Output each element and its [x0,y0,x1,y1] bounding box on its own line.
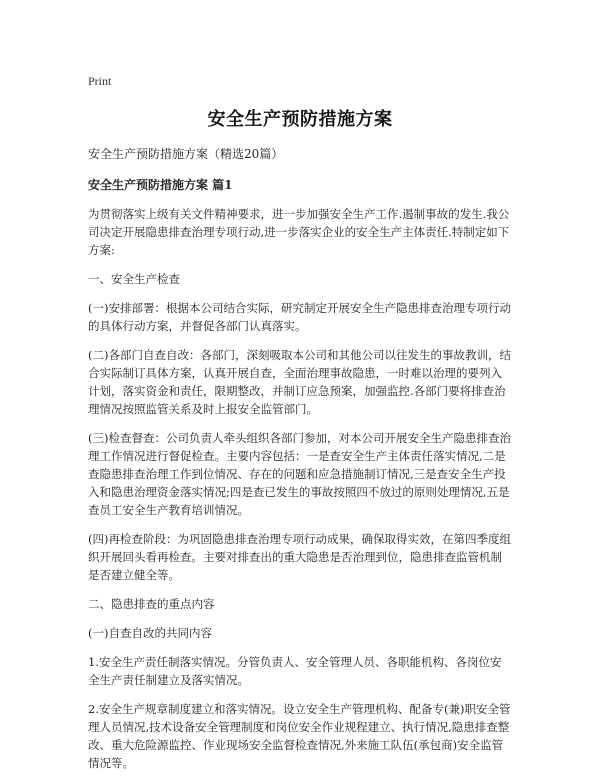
paragraph-item-2: 2.安全生产规章制度建立和落实情况。设立安全生产管理机构、配备专(兼)职安全管理人员情况,技术设备安全管理制度和岗位安全作业规程建立、执行情况,隐患排查整改、重大危险源监控、作业现场安全监督检查情况,外来施工队伍(承包商)安全监管情况等。 [88,702,511,770]
heading-key-contents: 二、隐患排查的重点内容 [88,597,215,611]
print-link[interactable]: Print [88,74,112,88]
intro-paragraph: 为贯彻落实上级有关文件精神要求，进一步加强安全生产工作.遏制事故的发生.我公司决定开展隐患排查治理专项行动,进一步落实企业的安全生产主体责任.特制定如下方案: [88,207,510,257]
document-subtitle: 安全生产预防措施方案（精选20篇） [88,147,284,161]
paragraph-supervision: (三)检查督查：公司负责人牵头组织各部门参加，对本公司开展安全生产隐患排查治理工作情况进行督促检查。主要内容包括：一是查安全生产主体责任落实情况,二是查隐患排查治理工作到位情况、存在的问题和应急措施制订情况,三是查安全生产投入和隐患治理资金落实情况;四是查已发生的事故按照四不放过的原则处理情况,五是查员工安全生产教育培训情况。 [88,431,511,517]
section-heading: 安全生产预防措施方案 篇1 [88,178,233,192]
heading-safety-inspection: 一、安全生产检查 [88,272,180,286]
paragraph-item-1: 1.安全生产责任制落实情况。分管负责人、安全管理人员、各职能机构、各岗位安全生产责任制建立及落实情况。 [88,655,502,687]
heading-common-contents: (一)自查自改的共同内容 [88,626,212,640]
paragraph-arrangement: (一)安排部署：根据本公司结合实际，研究制定开展安全生产隐患排查治理专项行动的具体行动方案，并督促各部门认真落实。 [88,301,511,333]
document-title: 安全生产预防措施方案 [207,109,393,130]
paragraph-re-inspection: (四)再检查阶段：为巩固隐患排查治理专项行动成果，确保取得实效，在第四季度组织开展回头看再检查。主要对排查出的重大隐患是否治理到位，隐患排查监管机制是否建立健全等。 [88,532,511,582]
paragraph-self-inspection: (二)各部门自查自改：各部门，深刻吸取本公司和其他公司以往发生的事故教训，结合实际制订具体方案，认真开展自查，全面治理事故隐患，一时难以治理的要列入计划，落实资金和责任，限期整改，并制订应急预案，加强监控.各部门要将排查治理情况按照监管关系及时上报安全监管部门。 [88,348,511,416]
